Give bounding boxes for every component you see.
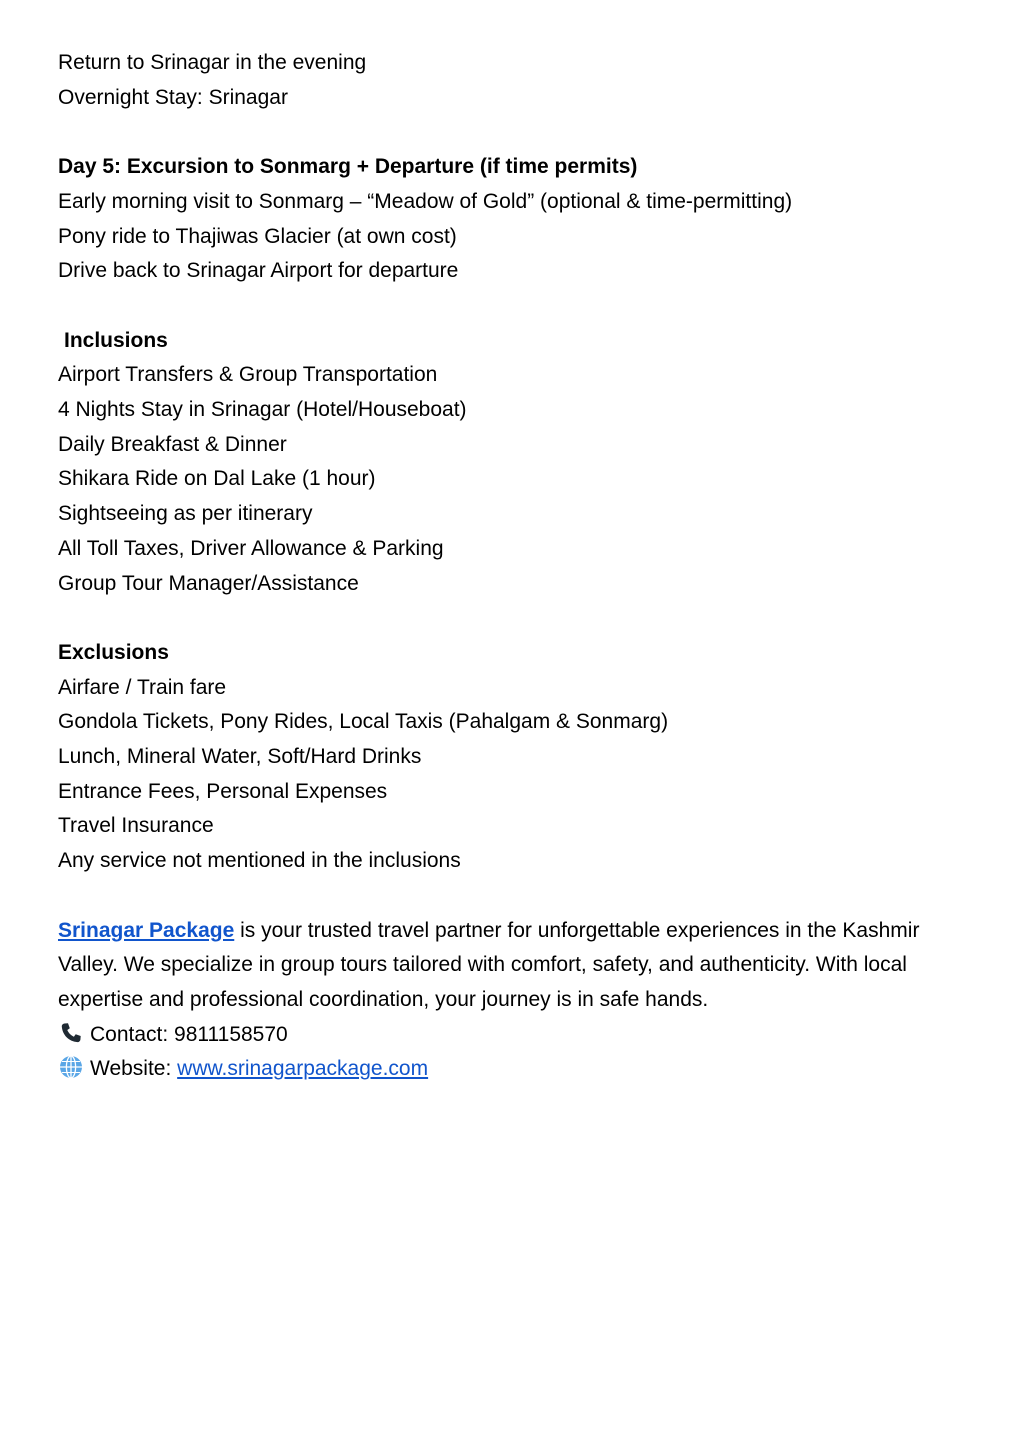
itinerary-line: Pony ride to Thajiwas Glacier (at own cost): [58, 224, 457, 248]
inclusion-item: Shikara Ride on Dal Lake (1 hour): [58, 467, 376, 491]
inclusion-item: 4 Nights Stay in Srinagar (Hotel/Houseboat): [58, 398, 467, 421]
inclusions-heading: Inclusions: [64, 328, 168, 352]
website-label: Website:: [90, 1057, 178, 1081]
exclusion-item: Airfare / Train fare: [58, 675, 227, 699]
inclusion-item: All Toll Taxes, Driver Allowance & Parking: [58, 536, 444, 560]
spacer: [58, 879, 968, 914]
exclusion-item: Lunch, Mineral Water, Soft/Hard Drinks: [58, 745, 422, 769]
itinerary-line: Return to Srinagar in the evening: [58, 51, 367, 74]
globe-icon: [58, 1054, 84, 1080]
about-text: is your trusted travel partner for unforgettable experiences in the Kashmir Valley. We specialize in group tours tailored with comfort, safety, and authenticity. With local expertise and professional coordination, your journey is in safe hands.: [58, 918, 920, 1011]
contact-line: [58, 1018, 968, 1053]
contact-label: Contact: 9811158570: [90, 1022, 288, 1046]
phone-icon: [58, 1020, 84, 1046]
spacer: [58, 601, 968, 636]
itinerary-line: Early morning visit to Sonmarg – “Meadow of Gold” (optional & time-permitting): [58, 189, 793, 213]
exclusion-item: Gondola Tickets, Pony Rides, Local Taxis (Pahalgam & Sonmarg): [58, 710, 669, 734]
exclusion-item: Entrance Fees, Personal Expenses: [58, 779, 388, 803]
inclusion-item: Group Tour Manager/Assistance: [58, 571, 359, 595]
inclusion-item: Airport Transfers & Group Transportation: [58, 363, 438, 387]
about-paragraph: [58, 914, 968, 1018]
exclusion-item: Travel Insurance: [58, 814, 214, 838]
day5-heading: Day 5: Excursion to Sonmarg + Departure (if time permits): [58, 155, 638, 179]
website-link[interactable]: www.srinagarpackage.com: [177, 1057, 429, 1081]
itinerary-line: Overnight Stay: Srinagar: [58, 85, 288, 109]
spacer: [58, 115, 968, 150]
spacer: [58, 289, 968, 324]
itinerary-line: Drive back to Srinagar Airport for departure: [58, 259, 459, 283]
exclusion-item: Any service not mentioned in the inclusions: [58, 849, 461, 873]
inclusion-item: Sightseeing as per itinerary: [58, 502, 313, 526]
brand-link[interactable]: Srinagar Package: [58, 918, 235, 942]
website-line: [58, 1052, 968, 1087]
exclusions-heading: Exclusions: [58, 640, 169, 664]
inclusion-item: Daily Breakfast & Dinner: [58, 432, 287, 456]
document-page: [58, 46, 968, 1087]
